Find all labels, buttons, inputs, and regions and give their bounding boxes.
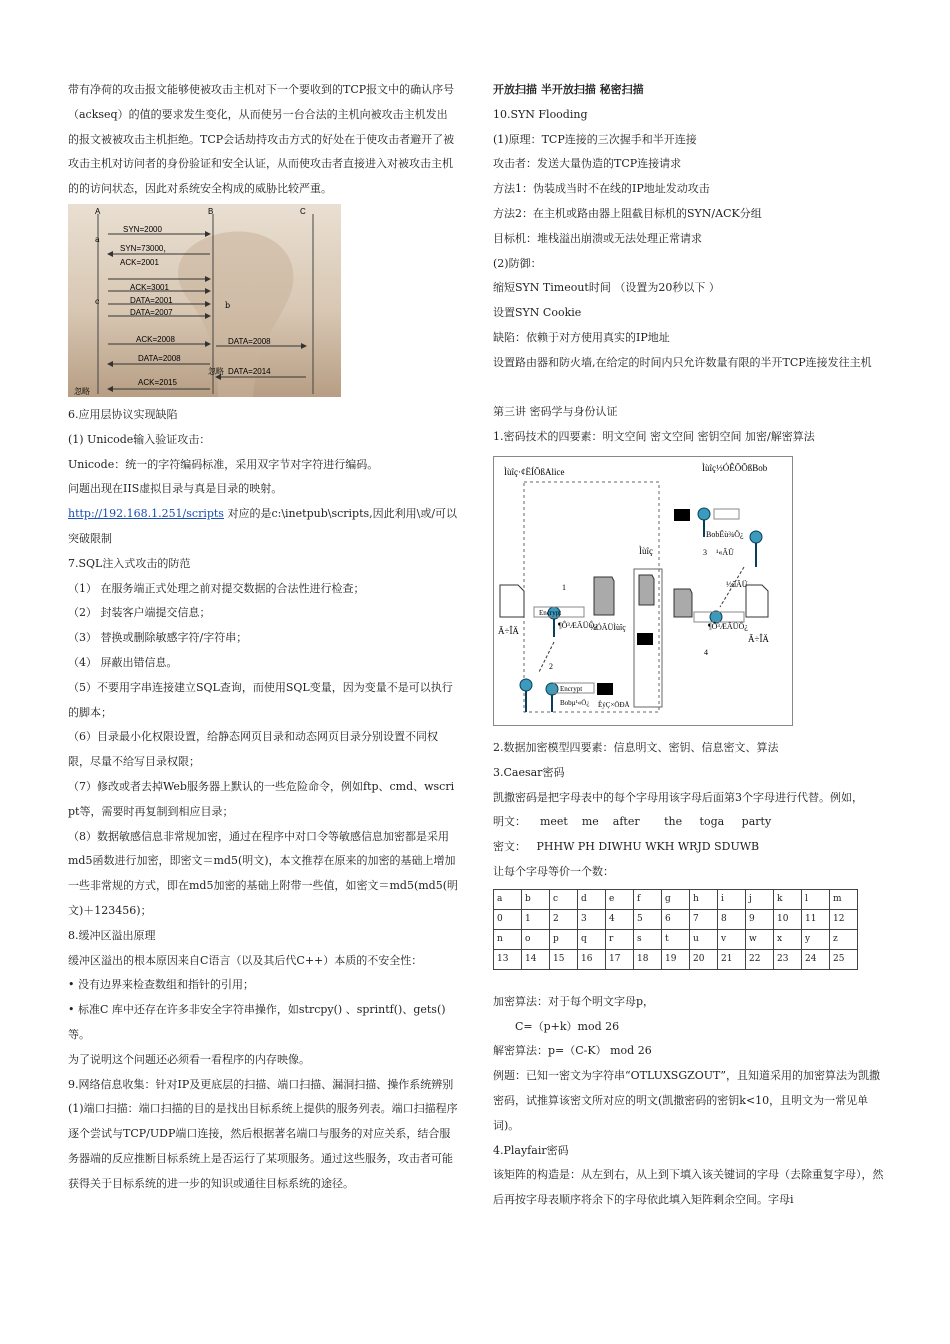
fig-sender-label: Ìùîç·¢ËÍÕßAlice [504, 466, 565, 477]
section-10-item: (2)防御： [493, 256, 542, 270]
table-cell: 1 [522, 909, 550, 929]
playfair-desc: 该矩阵的构造是：从左到右，从上到下填入该关键词的字母（去除重复字母），然后再按字母表顺序将余下的字母依此填入矩阵剩余空间。字母i [493, 1168, 884, 1207]
table-cell: m [830, 889, 858, 909]
msg-data-2001: DATA=2001 [130, 295, 173, 305]
fig-session-1: ¶Ô³ÆÃÜÔ¿ [558, 620, 598, 630]
mid-doc [639, 575, 654, 605]
section-8-text-2: 为了说明这个问题还必须看一看程序的内存映像。 [68, 1052, 310, 1066]
section-10-item: 缩短SYN Timeout时间 （设置为20秒以下 ） [493, 281, 720, 295]
table-cell: t [662, 929, 690, 949]
table-cell: 19 [662, 949, 690, 969]
table-cell: z [830, 929, 858, 949]
decrypt-algorithm: 解密算法：p=（C-K） mod 26 [493, 1044, 652, 1058]
table-cell: 5 [634, 909, 662, 929]
table-cell: 17 [606, 949, 634, 969]
table-cell: x [774, 929, 802, 949]
section-10-item: 方法2：在主机或路由器上阻截目标机的SYN/ACK分组 [493, 206, 762, 220]
table-cell: 13 [494, 949, 522, 969]
section-8-bullet-1: • 没有边界来检查数组和指针的引用； [68, 978, 254, 992]
cipher-doc [594, 577, 614, 615]
side-b: b [225, 300, 231, 310]
section-10-item: 设置路由器和防火墙,在给定的时间内只允许数量有限的半开TCP连接发往主机 [493, 355, 872, 369]
table-row [494, 909, 858, 929]
section-7-item: （3） 替换或删除敏感字符/字符串； [68, 631, 248, 645]
fig-mid-label: Ìùîç [639, 545, 653, 556]
table-cell: 20 [690, 949, 718, 969]
table-cell: 12 [830, 909, 858, 929]
table-cell: e [606, 889, 634, 909]
table-cell: 2 [550, 909, 578, 929]
playfair-title: 4.Playfair密码 [493, 1143, 569, 1157]
fig-receiver-label: Ìùîç½ÓÊÕÕßBob [702, 462, 768, 473]
fig-plain-left: Ã÷ÎÄ [498, 625, 519, 636]
table-cell: v [718, 929, 746, 949]
table-cell: 16 [578, 949, 606, 969]
section-6-title: 6.应用层协议实现缺陷 [68, 407, 178, 421]
side-c: c [95, 296, 100, 306]
msg-data-2007: DATA=2007 [130, 307, 173, 317]
table-cell: y [802, 929, 830, 949]
side-a: a [95, 234, 100, 244]
section-7-item: （4） 屏蔽出错信息。 [68, 655, 178, 669]
section-9-text: (1)端口扫描：端口扫描的目的是找出目标系统上提供的服务列表。端口扫描程序逐个尝试与TCP/UDP端口连接，然后根据著名端口与服务的对应关系，结合服务器端的反应推断目标系统上是否运行了某项服务。通过这些服务，攻击者可能获得关于目标系统的进一步的知识或通往目标系统的途径。 [68, 1102, 458, 1190]
section-7-item: （5）不要用字串连接建立SQL查询，而使用SQL变量，因为变量不是可以执行的脚本； [68, 680, 453, 719]
key-icon [750, 531, 762, 543]
ignore-note-1: 忽略 [208, 366, 224, 376]
section-10-item: 缺陷：依赖于对方使用真实的IP地址 [493, 330, 670, 344]
fig-plain-right: Ã÷ÎÄ [748, 633, 769, 644]
section-6-item-3: 问题出现在IIS虚拟目录与真是目录的映射。 [68, 482, 283, 496]
table-cell: 3 [578, 909, 606, 929]
scan-types: 开放扫描 半开放扫描 秘密扫描 [493, 83, 644, 96]
fig-encrypt-2: Encrypt [560, 684, 583, 693]
table-cell: b [522, 889, 550, 909]
section-8-text-1: 缓冲区溢出的根本原因来自C语言（以及其后代C++）本质的不安全性： [68, 953, 423, 967]
key-icon [698, 508, 710, 520]
ignore-note-2: 忽略 [74, 386, 90, 396]
table-cell: g [662, 889, 690, 909]
section-8-bullet-2: • 标准C 库中还存在许多非安全字符串操作，如strcpy() 、sprintf()、gets() 等。 [68, 1003, 446, 1041]
section-10-item: 目标机：堆栈溢出崩溃或无法处理正常请求 [493, 231, 702, 245]
cipher-doc-right [674, 589, 692, 617]
intro-paragraph: 带有净荷的攻击报文能够使被攻击主机对下一个要收到的TCP报文中的确认序号（ackseq）的值的要求发生变化，从而使另一台合法的主机向被攻击主机发出的报文被被攻击主机拒绝。TCP会话劫持攻击方式的好处在于使攻击者避开了被攻击主机对访问者的身份验证和安全认证，从而使攻击者直接进入对被攻击主机的的访问状态，因此对系统安全构成的威胁比较严重。 [68, 83, 455, 196]
table-cell: h [690, 889, 718, 909]
table-row [494, 929, 858, 949]
table-cell: 24 [802, 949, 830, 969]
section-10-title: 10.SYN Flooding [493, 107, 588, 121]
block-3 [597, 683, 613, 695]
lecture-3-item-1: 1.密码技术的四要素：明文空间 密文空间 密钥空间 加密/解密算法 [493, 430, 815, 444]
section-7-item: （1） 在服务端正式处理之前对提交数据的合法性进行检查； [68, 581, 365, 595]
block-1 [674, 509, 690, 521]
table-cell: d [578, 889, 606, 909]
table-cell: w [746, 929, 774, 949]
section-10-item: 设置SYN Cookie [493, 306, 582, 320]
digital-envelope-diagram [494, 457, 792, 725]
tcp-hijack-diagram [68, 204, 341, 397]
table-cell: 4 [606, 909, 634, 929]
msg-ack-2015: ACK=2015 [138, 377, 177, 387]
lecture-3-title: 第三讲 密码学与身份认证 [493, 405, 618, 419]
right-column [493, 78, 885, 1213]
table-cell: 9 [746, 909, 774, 929]
table-cell: j [746, 889, 774, 909]
msg-ack-3001: ACK=3001 [130, 282, 169, 292]
host-b-label: B [208, 206, 214, 216]
table-row [494, 889, 858, 909]
fig-bob-pub: Bobµ¹«Ö¿ [560, 698, 590, 707]
fig-bob-key: BobËù¾Ö¿ [706, 529, 744, 539]
msg-data-2008-bc: DATA=2008 [228, 336, 271, 346]
section-6-link-para [68, 502, 458, 552]
left-column [68, 78, 458, 1196]
table-cell: 0 [494, 909, 522, 929]
msg-ack-2008: ACK=2008 [136, 334, 175, 344]
key-icon [520, 679, 532, 691]
msg-syn-73000: SYN=73000， [120, 243, 172, 253]
msg-ack-2001: ACK=2001 [120, 257, 159, 267]
fig-num-4: 4 [704, 647, 708, 657]
fig-cipher-label: ¼ÓÃÜÌùîç [590, 622, 626, 632]
section-7-item: （6）目录最小化权限设置，给静态网页目录和动态网页目录分别设置不同权限，尽量不给写目录权限； [68, 730, 438, 769]
msg-syn-2000: SYN=2000 [123, 224, 162, 234]
fig-session-2: ¶Ô³ÆÃÜÔ¿ [708, 621, 748, 631]
section-7-title: 7.SQL注入式攻击的防范 [68, 556, 191, 570]
table-cell: a [494, 889, 522, 909]
arrow-3 [714, 509, 739, 519]
table-cell: 25 [830, 949, 858, 969]
section-6-link-suffix: 对应的是c:\inetpub\scripts,因此利用\或/可以突破限制 [68, 507, 458, 545]
ciphertext-line: 密文： PHHW PH DIWHU WKH WRJD SDUWB [493, 840, 760, 854]
fig-encrypt-1: Encrypt [539, 608, 562, 617]
table-cell: o [522, 929, 550, 949]
host-c-label: C [300, 206, 306, 216]
plaintext-line: 明文： meet me after the toga party [493, 815, 772, 829]
section-8-title: 8.缓冲区溢出原理 [68, 928, 156, 942]
table-cell: n [494, 929, 522, 949]
caesar-desc: 凯撒密码是把字母表中的每个字母用该字母后面第3个字母进行代替。例如， [493, 790, 863, 804]
table-cell: 14 [522, 949, 550, 969]
fig-num-2: 2 [549, 661, 553, 671]
section-7-item: （7）修改或者去掉Web服务器上默认的一些危险命令，例如ftp、cmd、wscript等，需要时再复制到相应目录； [68, 779, 455, 818]
fig-envelope: ÊýÇ×ÖÐÅ [598, 700, 630, 709]
table-cell: s [634, 929, 662, 949]
fig-pub-key: ¹«ÃÜ [716, 547, 734, 557]
section-10-item: 攻击者：发送大量伪造的TCP连接请求 [493, 157, 682, 171]
table-cell: u [690, 929, 718, 949]
lecture-3-item-2: 2.数据加密模型四要素：信息明文、密钥、信息密文、算法 [493, 740, 779, 754]
table-cell: k [774, 889, 802, 909]
spacer [493, 376, 885, 401]
fig-num-3: 3 [703, 547, 707, 557]
encrypt-formula: C=（p+k）mod 26 [515, 1019, 620, 1033]
example-text: 例题：已知一密文为字符串“OTLUXSGZOUT”，且知道采用的加密算法为凯撒密码，试推算该密文所对应的明文(凯撒密码的密钥k<10，且明文为一常见单词)。 [493, 1069, 880, 1132]
fig-num-1: 1 [562, 582, 566, 592]
msg-data-2014: DATA=2014 [228, 366, 271, 376]
table-cell: 22 [746, 949, 774, 969]
section-10-item: 方法1：伪装成当时不在线的IP地址发动攻击 [493, 182, 710, 196]
host-a-label: A [95, 206, 101, 216]
plaintext-doc-right [746, 585, 768, 617]
msg-data-2008: DATA=2008 [138, 353, 181, 363]
table-cell: q [578, 929, 606, 949]
plaintext-doc-left [500, 585, 524, 617]
table-cell: 8 [718, 909, 746, 929]
table-cell: l [802, 889, 830, 909]
fig-pub-key-2: ½ûÃÜ [726, 579, 748, 589]
section-9-title: 9.网络信息收集：针对IP及更底层的扫描、端口扫描、漏洞扫描、操作系统辨别 [68, 1077, 454, 1091]
table-cell: p [550, 929, 578, 949]
table-cell: 18 [634, 949, 662, 969]
table-cell: 10 [774, 909, 802, 929]
table-cell: 15 [550, 949, 578, 969]
table-row [494, 949, 858, 969]
section-10-item: (1)原理：TCP连接的三次握手和半开连接 [493, 132, 697, 146]
table-cell: 7 [690, 909, 718, 929]
table-cell: 23 [774, 949, 802, 969]
table-cell: i [718, 889, 746, 909]
table-cell: r [606, 929, 634, 949]
digital-envelope-figure [493, 456, 793, 726]
tcp-hijack-figure [68, 204, 341, 397]
encrypt-algorithm: 加密算法：对于每个明文字母p， [493, 994, 655, 1008]
caesar-title: 3.Caesar密码 [493, 765, 565, 779]
section-6-item-1: (1) Unicode输入验证攻击： [68, 432, 211, 446]
letter-number-table [493, 889, 858, 970]
table-cell: c [550, 889, 578, 909]
table-cell: 21 [718, 949, 746, 969]
table-intro: 让每个字母等价一个数： [493, 864, 614, 878]
scripts-link[interactable]: http://192.168.1.251/scripts [68, 507, 224, 521]
section-7-item: （8）数据敏感信息非常规加密，通过在程序中对口令等敏感信息加密都是采用md5函数进行加密，即密文＝md5(明文)，本文推荐在原来的加密的基础上增加一些非常规的方式，即在md5加密的基础上附带一些值，如密文＝md5(md5(明文)＋123456)； [68, 829, 458, 917]
block-2 [637, 633, 653, 645]
section-6-item-2: Unicode：统一的字符编码标准，采用双字节对字符进行编码。 [68, 457, 379, 471]
section-7-item: （2） 封装客户端提交信息； [68, 606, 211, 620]
table-cell: f [634, 889, 662, 909]
table-cell: 11 [802, 909, 830, 929]
table-cell: 6 [662, 909, 690, 929]
